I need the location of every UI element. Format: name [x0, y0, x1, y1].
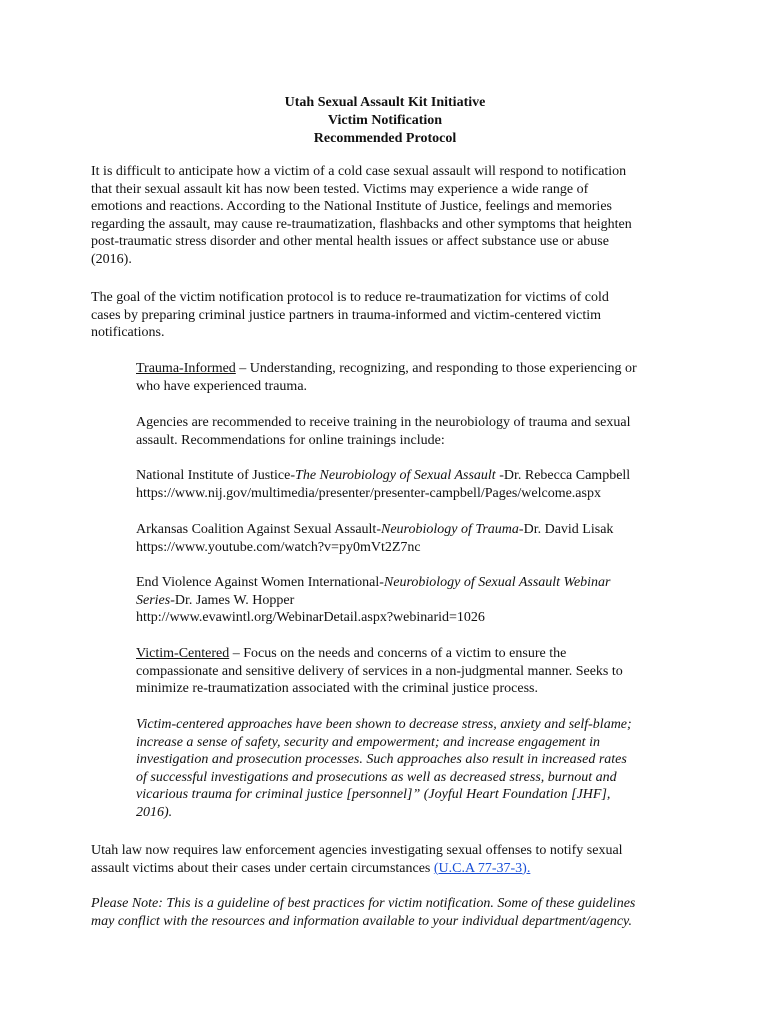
resource-citation	[136, 521, 691, 539]
resource-org: National Institute of Justice-	[136, 468, 296, 483]
goal-line: notifications.	[91, 325, 165, 341]
jhf-quote	[136, 716, 691, 822]
note-line: may conflict with the resources and information available to your individual department/agency.	[91, 913, 632, 929]
intro-line: regarding the assault, may cause re-traumatization, flashbacks and other symptoms that heighten	[91, 216, 632, 232]
resource-nij	[136, 467, 691, 502]
quote-line: Victim-centered approaches have been shown to decrease stress, anxiety and self-blame;	[136, 717, 632, 732]
intro-line: emotions and reactions. According to the National Institute of Justice, feelings and memories	[91, 199, 612, 215]
resource-evawi	[136, 574, 691, 627]
victim-centered-definition	[136, 645, 691, 698]
resource-title: Neurobiology of Trauma	[380, 522, 519, 537]
victim-centered-term: Victim-Centered	[136, 646, 230, 661]
intro-line: post-traumatic stress disorder and other mental health issues or affect substance use or abuse	[91, 234, 609, 250]
resource-acasa	[136, 521, 691, 556]
resource-org: Arkansas Coalition Against Sexual Assault-	[136, 522, 381, 537]
resource-url: https://www.youtube.com/watch?v=py0mVt2Z7nc	[136, 539, 421, 555]
quote-line: of successful investigations and prosecutions as well as decreased stress, burnout and	[136, 769, 617, 785]
intro-line: It is difficult to anticipate how a victim of a cold case sexual assault will respond to notification	[91, 164, 627, 179]
intro-line: that their sexual assault kit has now been tested. Victims may experience a wide range of	[91, 181, 589, 197]
trauma-informed-term: Trauma-Informed	[136, 361, 236, 376]
quote-line: vicarious trauma for criminal justice [personnel]” (Joyful Heart Foundation [JHF],	[136, 787, 611, 803]
resource-url: http://www.evawintl.org/WebinarDetail.aspx?webinarid=1026	[136, 610, 485, 626]
resource-citation	[136, 467, 691, 485]
trauma-informed-text: – Understanding, recognizing, and responding to those experiencing or	[235, 361, 637, 376]
goal-line: cases by preparing criminal justice partners in trauma-informed and victim-centered victim	[91, 307, 602, 323]
victim-centered-line: compassionate and sensitive delivery of services in a non-judgmental manner. Seeks to	[136, 663, 623, 679]
resource-citation-cont	[136, 592, 691, 610]
statute-link[interactable]: (U.C.A 77-37-3).	[433, 860, 531, 876]
utah-law-line: Utah law now requires law enforcement agencies investigating sexual offenses to notify sexual	[91, 843, 623, 858]
intro-line: (2016).	[91, 251, 132, 267]
goal-paragraph	[91, 289, 691, 342]
utah-law-text: assault victims about their cases under certain circumstances	[91, 860, 434, 876]
trauma-informed-definition	[136, 360, 691, 395]
document-title	[0, 94, 770, 148]
resource-title: Neurobiology of Sexual Assault Webinar	[383, 575, 611, 590]
resource-citation	[136, 574, 691, 592]
victim-centered-line: minimize re-traumatization associated with the criminal justice process.	[136, 681, 538, 697]
quote-line: increase a sense of safety, security and empowerment; and increase engagement in	[136, 734, 600, 750]
training-line: Agencies are recommended to receive training in the neurobiology of trauma and sexual	[136, 415, 631, 430]
resource-author: -Dr. James W. Hopper	[170, 592, 295, 608]
title-line-3: Recommended Protocol	[313, 131, 457, 146]
note-line: Please Note: This is a guideline of best practices for victim notification. Some of these guidelines	[91, 896, 636, 911]
resource-author: -Dr. David Lisak	[518, 522, 614, 537]
resource-url: https://www.nij.gov/multimedia/presenter/presenter-campbell/Pages/welcome.aspx	[136, 485, 601, 501]
resource-org: End Violence Against Women International-	[136, 575, 384, 590]
quote-line: investigation and prosecution processes. Such approaches also result in increased rates	[136, 752, 627, 768]
title-line-2: Victim Notification	[327, 113, 443, 128]
training-paragraph	[136, 414, 691, 449]
trauma-informed-line: who have experienced trauma.	[136, 378, 308, 394]
victim-centered-line	[136, 645, 691, 663]
utah-law-line	[91, 860, 691, 878]
intro-paragraph	[91, 163, 691, 269]
utah-law-paragraph	[91, 842, 691, 877]
quote-line: 2016).	[136, 804, 173, 820]
training-line: assault. Recommendations for online trainings include:	[136, 432, 445, 448]
resource-title: The Neurobiology of Sexual Assault	[295, 468, 496, 483]
victim-centered-text: – Focus on the needs and concerns of a victim to ensure the	[229, 646, 567, 661]
trauma-informed-line	[136, 360, 691, 378]
title-line-1: Utah Sexual Assault Kit Initiative	[284, 95, 486, 110]
please-note-paragraph	[91, 895, 691, 930]
goal-line: The goal of the victim notification protocol is to reduce re-traumatization for victims of cold	[91, 290, 609, 305]
resource-author: -Dr. Rebecca Campbell	[495, 468, 631, 483]
resource-title-cont: Series	[136, 592, 171, 608]
